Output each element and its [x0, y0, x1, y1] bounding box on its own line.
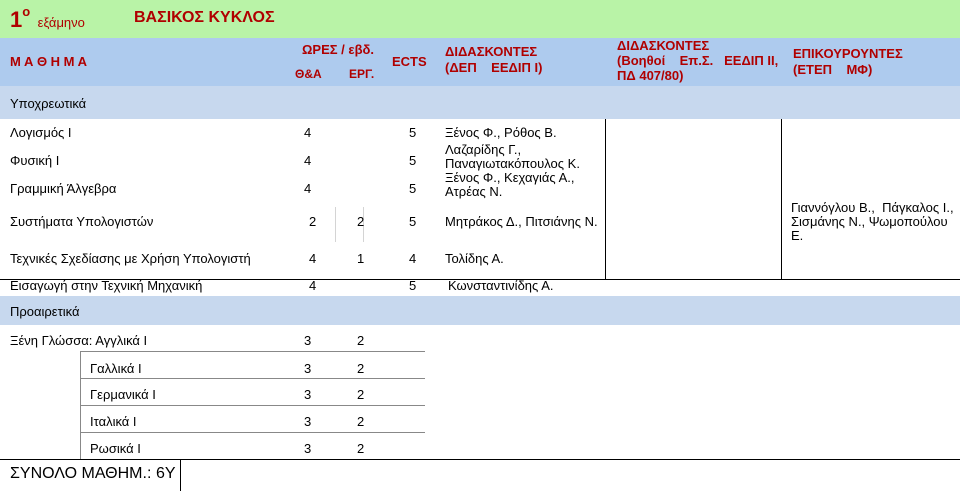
header-teachers-1-line2: (ΔΕΠ ΕΕΔΙΠ Ι) [445, 60, 543, 75]
shared-teachers-line2: Παναγιωτακόπουλος Κ. [445, 156, 580, 171]
header-theory: Θ&Α [295, 67, 322, 81]
language-lab: 2 [357, 414, 365, 429]
required-section-band [0, 86, 960, 119]
header-hours: ΩΡΕΣ / εβδ. [302, 42, 375, 57]
language-lab: 2 [357, 361, 365, 376]
language-theory: 3 [304, 333, 312, 348]
optional-section-band [0, 296, 960, 325]
course-teachers: Κωνσταντινίδης Α. [448, 278, 554, 293]
semester-number: 1 [10, 7, 23, 32]
course-teachers: Μητράκος Δ., Πιτσιάνης Ν. [445, 214, 598, 229]
course-theory: 4 [309, 278, 317, 293]
course-teachers: Ξένος Φ., Ρόθος Β. [445, 125, 557, 140]
grid-line [80, 351, 425, 352]
course-teachers: Τολίδης Α. [445, 251, 504, 266]
course-theory: 4 [304, 125, 312, 140]
grid-line [80, 378, 425, 379]
language-name: Γαλλικά Ι [90, 361, 142, 376]
header-teachers-2-line1: ΔΙΔΑΣΚΟΝΤΕΣ [617, 38, 710, 53]
semester-superscript: ο [22, 4, 31, 19]
course-name: Συστήματα Υπολογιστών [10, 214, 154, 229]
total-value: 6Υ [156, 465, 176, 482]
course-theory: 4 [304, 153, 312, 168]
grid-line [80, 351, 81, 459]
header-subject: Μ Α Θ Η Μ Α [10, 54, 88, 69]
course-name: Εισαγωγή στην Τεχνική Μηχανική [10, 278, 203, 293]
language-lab: 2 [357, 387, 365, 402]
header-ects: ECTS [392, 54, 427, 69]
course-theory: 4 [304, 181, 312, 196]
cycle-title: ΒΑΣΙΚΟΣ ΚΥΚΛΟΣ [134, 9, 275, 26]
grid-line [80, 405, 425, 406]
language-english: Ξένη Γλώσσα: Αγγλικά Ι [10, 333, 148, 348]
course-lab: 2 [357, 214, 365, 229]
required-section-label: Υποχρεωτικά [10, 96, 87, 111]
course-ects: 5 [409, 181, 417, 196]
grid-line [781, 119, 782, 279]
header-assistants-line1: ΕΠΙΚΟΥΡΟΥΝΤΕΣ [793, 46, 903, 61]
language-name: Ρωσικά Ι [90, 441, 141, 456]
optional-section-label: Προαιρετικά [10, 304, 80, 319]
language-name: Ιταλικά Ι [90, 414, 137, 429]
course-lab: 1 [357, 251, 365, 266]
grid-line [605, 119, 606, 279]
semester-label [10, 4, 85, 33]
grid-line [335, 207, 336, 242]
language-theory: 3 [304, 387, 312, 402]
grid-line [180, 459, 181, 491]
language-theory: 3 [304, 414, 312, 429]
assistants-line1: Γιαννόγλου Β., Πάγκαλος Ι., [791, 200, 954, 215]
course-name: Γραμμική Άλγεβρα [10, 181, 117, 196]
language-lab: 2 [357, 333, 365, 348]
course-theory: 2 [309, 214, 317, 229]
course-ects: 5 [409, 125, 417, 140]
header-teachers-1-line1: ΔΙΔΑΣΚΟΝΤΕΣ [445, 44, 538, 59]
course-ects: 5 [409, 278, 417, 293]
shared-teachers-line4: Ατρέας Ν. [445, 184, 503, 199]
language-lab: 2 [357, 441, 365, 456]
semester-word: εξάμηνο [37, 15, 85, 30]
course-name: Φυσική Ι [10, 153, 60, 168]
course-ects: 5 [409, 214, 417, 229]
header-teachers-2-line2: (Βοηθοί Επ.Σ. ΕΕΔΙΠ ΙΙ, [617, 53, 779, 68]
course-ects: 5 [409, 153, 417, 168]
language-theory: 3 [304, 441, 312, 456]
course-name: Λογισμός Ι [10, 125, 72, 140]
course-name: Τεχνικές Σχεδίασης με Χρήση Υπολογιστή [10, 251, 251, 266]
total-label: ΣΥΝΟΛΟ ΜΑΘΗΜ.: [10, 465, 152, 482]
shared-teachers-line3: Ξένος Φ., Κεχαγιάς Α., [445, 170, 575, 185]
header-assistants-line2: (ΕΤΕΠ ΜΦ) [793, 62, 873, 77]
assistants-line2: Σισμάνης Ν., Ψωμοπούλου [791, 214, 948, 229]
language-theory: 3 [304, 361, 312, 376]
header-teachers-2-line3: ΠΔ 407/80) [617, 68, 684, 83]
header-lab: ΕΡΓ. [349, 67, 375, 81]
language-name: Γερμανικά Ι [90, 387, 156, 402]
course-theory: 4 [309, 251, 317, 266]
assistants-line3: Ε. [791, 228, 804, 243]
course-ects: 4 [409, 251, 417, 266]
shared-teachers-line1: Λαζαρίδης Γ., [445, 142, 522, 157]
grid-line [80, 432, 425, 433]
